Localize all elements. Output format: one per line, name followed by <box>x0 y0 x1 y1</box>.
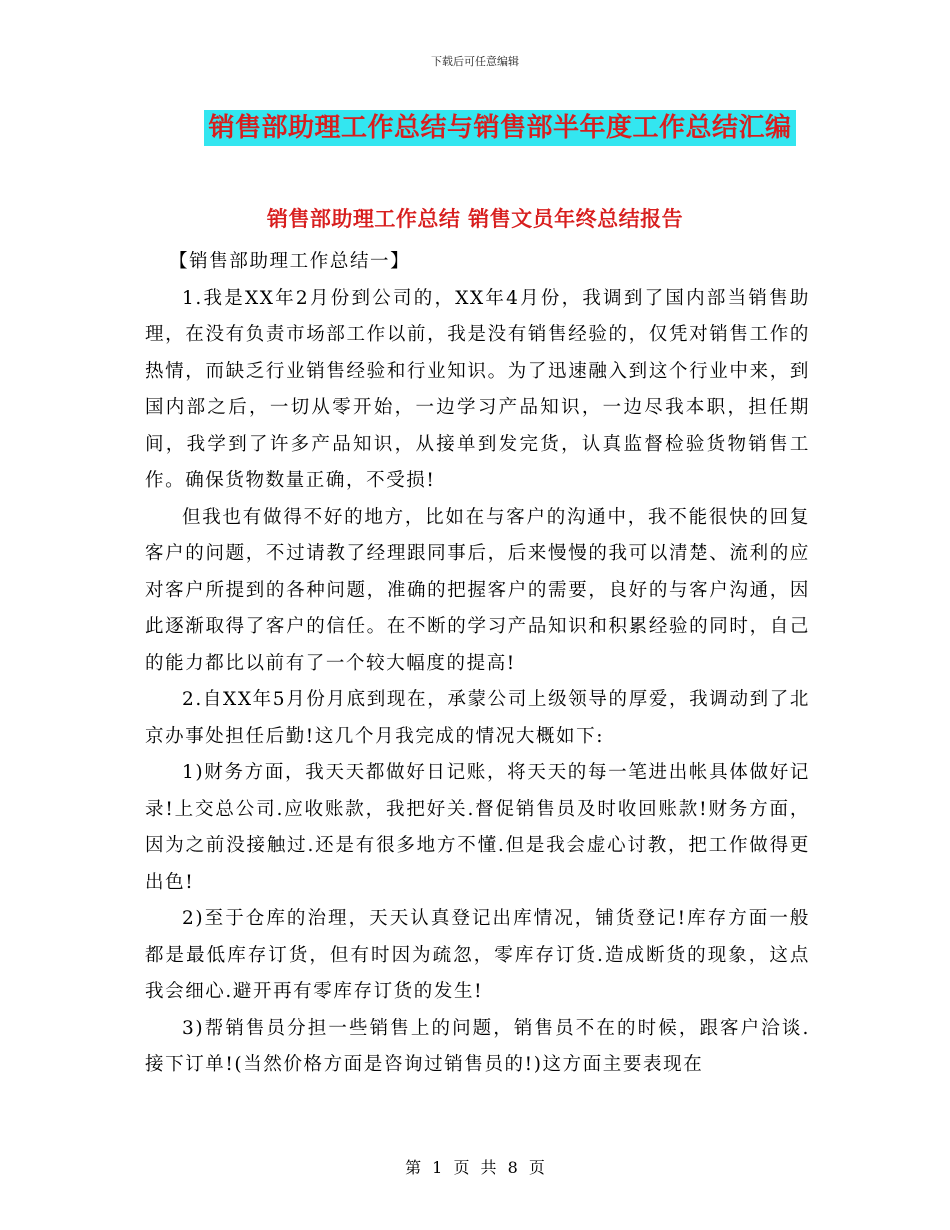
paragraph: 1.我是XX年2月份到公司的，XX年4月份，我调到了国内部当销售助理，在没有负责市场部工作以前，我是没有销售经验的，仅凭对销售工作的热情，而缺乏行业销售经验和行业知识。为了迅速融入到这个行业中来，到国内部之后，一切从零开始，一边学习产品知识，一边尽我本职，担任期间，我学到了许多产品知识，从接单到发完货，认真监督检验货物销售工作。确保货物数量正确，不受损! <box>145 287 810 491</box>
header-note: 下载后可任意编辑 <box>431 55 519 68</box>
paragraph: 但我也有做得不好的地方，比如在与客户的沟通中，我不能很快的回复客户的问题，不过请教了经理跟同事后，后来慢慢的我可以清楚、流利的应对客户所提到的各种问题，准确的把握客户的需要，良好的与客户沟通，因此逐渐取得了客户的信任。在不断的学习产品知识和积累经验的同时，自己的能力都比以前有了一个较大幅度的提高! <box>145 506 810 674</box>
page-footer: 第 1 页 共 8 页 <box>405 1158 545 1177</box>
paragraph: 2)至于仓库的治理，天天认真登记出库情况，铺货登记!库存方面一般都是最低库存订货，但有时因为疏忽，零库存订货.造成断货的现象，这点我会细心.避开再有零库存订货的发生! <box>145 908 810 1002</box>
paragraph: 1)财务方面，我天天都做好日记账，将天天的每一笔进出帐具体做好记录!上交总公司.应收账款，我把好关.督促销售员及时收回账款!财务方面，因为之前没接触过.还是有很多地方不懂.但是我会虚心讨教，把工作做得更出色! <box>145 762 810 893</box>
main-title: 销售部助理工作总结与销售部半年度工作总结汇编 <box>204 110 795 146</box>
sub-title: 销售部助理工作总结 销售文员年终总结报告 <box>266 206 684 231</box>
body-text <box>145 244 810 1084</box>
main-title-wrap <box>0 110 950 146</box>
section-heading: 【销售部助理工作总结一】 <box>169 251 411 272</box>
paragraph: 3)帮销售员分担一些销售上的问题，销售员不在的时候，跟客户洽谈.接下订单!(当然价格方面是咨询过销售员的!)这方面主要表现在 <box>145 1017 810 1075</box>
paragraph: 2.自XX年5月份月底到现在，承蒙公司上级领导的厚爱，我调动到了北京办事处担任后勤!这几个月我完成的情况大概如下: <box>145 689 810 747</box>
